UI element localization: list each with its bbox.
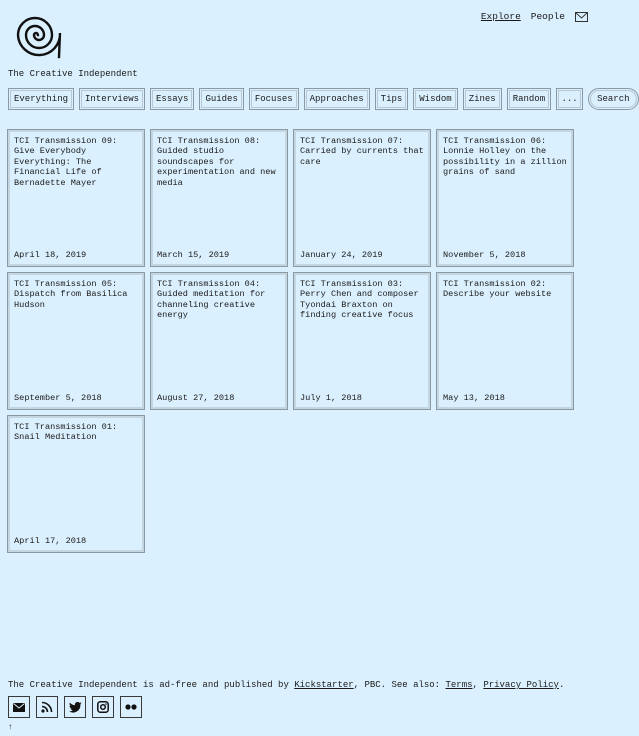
card-title: TCI Transmission 07: Carried by currents that care [300,136,424,167]
article-card[interactable] [150,129,288,267]
filter-everything[interactable]: Everything [8,88,74,110]
footer-prefix: The Creative Independent is ad-free and published by [8,680,295,690]
transmission-grid [7,129,574,553]
privacy-policy-link[interactable]: Privacy Policy [483,680,559,690]
filter-random[interactable]: Random [507,88,551,110]
twitter-social-button[interactable] [64,696,86,718]
nav-people-link[interactable]: People [530,11,565,22]
flickr-icon [125,704,137,710]
flickr-social-button[interactable] [120,696,142,718]
card-title: TCI Transmission 03: Perry Chen and composer Tyondai Braxton on finding creative focus [300,279,419,321]
top-nav [481,11,588,22]
filter-wisdom[interactable]: Wisdom [413,88,457,110]
card-title: TCI Transmission 06: Lonnie Holley on the possibility in a zillion grains of sand [443,136,567,178]
social-links [8,696,142,718]
card-title: TCI Transmission 08: Guided studio soundscapes for experimentation and new media [157,136,276,188]
filter-tips[interactable]: Tips [375,88,409,110]
card-date: January 24, 2019 [300,249,383,260]
filter-focuses[interactable]: Focuses [249,88,299,110]
article-card[interactable] [7,415,145,553]
rss-icon [41,701,53,713]
filter-bar [8,88,639,110]
card-date: May 13, 2018 [443,392,505,403]
card-title: TCI Transmission 05: Dispatch from Basilica Hudson [14,279,128,310]
card-date: March 15, 2019 [157,249,230,260]
terms-link[interactable]: Terms [445,680,473,690]
card-date: April 18, 2019 [14,249,87,260]
article-card[interactable] [436,129,574,267]
card-title: TCI Transmission 01: Snail Meditation [14,422,118,443]
card-title: TCI Transmission 02: Describe your website [443,279,552,300]
card-title: TCI Transmission 09: Give Everybody Everything: The Financial Life of Bernadette Mayer [14,136,118,188]
filter-guides[interactable]: Guides [199,88,243,110]
card-date: September 5, 2018 [14,392,102,403]
footer-end: . [558,680,565,690]
site-logo-spiral-icon[interactable] [7,7,65,59]
footer-comma: , [472,680,484,690]
article-card[interactable] [150,272,288,410]
article-card[interactable] [7,272,145,410]
footer-middle: , PBC. See also: [353,680,446,690]
mail-social-button[interactable] [8,696,30,718]
nav-explore-link[interactable]: Explore [480,11,521,22]
instagram-icon [97,701,109,713]
card-date: August 27, 2018 [157,392,235,403]
site-name[interactable]: The Creative Independent [8,69,138,79]
twitter-icon [69,702,82,713]
article-card[interactable] [436,272,574,410]
more-filters-button[interactable]: ... [556,88,583,110]
card-date: November 5, 2018 [443,249,526,260]
search-button[interactable]: Search [588,88,638,110]
filter-interviews[interactable]: Interviews [79,88,145,110]
filter-essays[interactable]: Essays [150,88,194,110]
filter-zines[interactable]: Zines [463,88,502,110]
rss-social-button[interactable] [36,696,58,718]
footer-text [8,680,564,690]
instagram-social-button[interactable] [92,696,114,718]
article-card[interactable] [293,272,431,410]
filter-approaches[interactable]: Approaches [304,88,370,110]
card-title: TCI Transmission 04: Guided meditation for channeling creative energy [157,279,266,321]
kickstarter-link[interactable]: Kickstarter [294,680,354,690]
card-date: April 17, 2018 [14,535,87,546]
mail-icon[interactable] [575,12,588,22]
article-card[interactable] [293,129,431,267]
article-card[interactable] [7,129,145,267]
card-date: July 1, 2018 [300,392,362,403]
back-to-top-link[interactable]: ↑ [8,723,13,732]
mail-icon [13,703,25,712]
